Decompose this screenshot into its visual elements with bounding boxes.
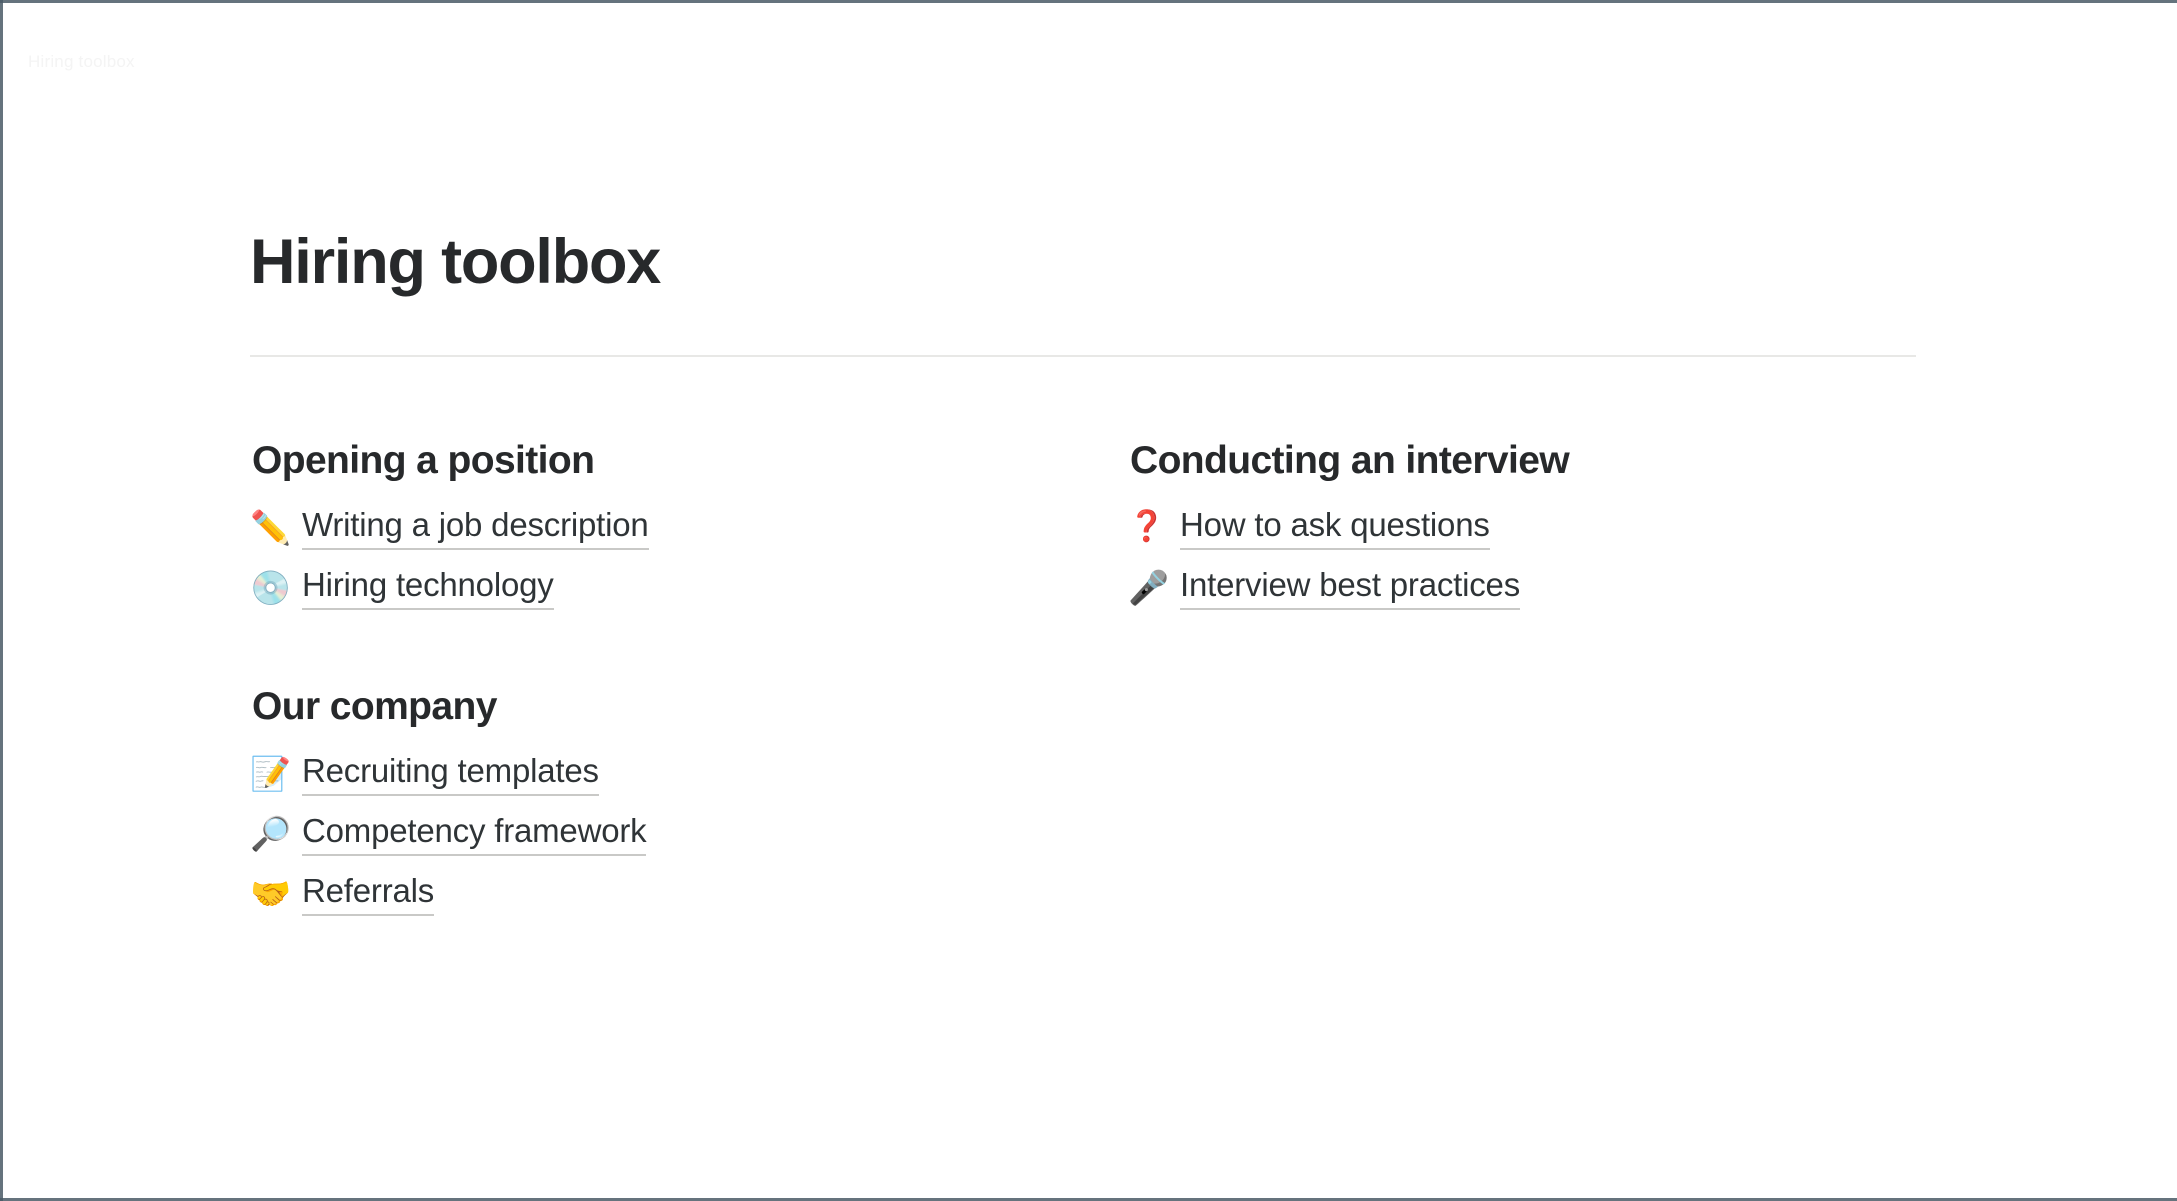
- list-item[interactable]: [250, 751, 1128, 795]
- section-heading: Opening a position: [252, 439, 595, 483]
- left-column: [250, 439, 1128, 931]
- window-left-border: [0, 0, 3, 1201]
- optical-disk-icon: 💿: [250, 567, 292, 607]
- link-referrals[interactable]: Referrals: [302, 870, 434, 916]
- section-heading: Our company: [252, 685, 497, 729]
- pencil-icon: ✏️: [250, 507, 292, 547]
- list-item[interactable]: [250, 505, 1128, 549]
- link-recruiting-templates[interactable]: Recruiting templates: [302, 750, 599, 796]
- link-how-to-ask-questions[interactable]: How to ask questions: [1180, 504, 1490, 550]
- list-item[interactable]: [250, 811, 1128, 855]
- section-our-company: [250, 685, 1128, 915]
- memo-icon: 📝: [250, 753, 292, 793]
- magnifying-glass-icon: 🔎: [250, 813, 292, 853]
- link-hiring-technology[interactable]: Hiring technology: [302, 564, 554, 610]
- red-question-mark-icon: ❓: [1128, 509, 1166, 545]
- right-column: [1128, 439, 1908, 931]
- link-competency-framework[interactable]: Competency framework: [302, 810, 646, 856]
- section-opening-a-position: [250, 439, 1128, 609]
- columns-layout: [250, 439, 1920, 931]
- link-interview-best-practices[interactable]: Interview best practices: [1180, 564, 1520, 610]
- document-body: [250, 0, 1920, 931]
- list-item[interactable]: [1128, 565, 1908, 609]
- handshake-icon: 🤝: [250, 873, 292, 913]
- list-item[interactable]: [250, 565, 1128, 609]
- link-writing-a-job-description[interactable]: Writing a job description: [302, 504, 649, 550]
- list-item[interactable]: [1128, 505, 1908, 549]
- breadcrumb[interactable]: Hiring toolbox: [28, 52, 135, 71]
- page-title: Hiring toolbox: [250, 227, 661, 297]
- microphone-icon: 🎤: [1128, 567, 1170, 607]
- list-item[interactable]: [250, 871, 1128, 915]
- section-heading: Conducting an interview: [1130, 439, 1570, 483]
- section-conducting-an-interview: [1128, 439, 1908, 609]
- title-divider: [250, 355, 1916, 357]
